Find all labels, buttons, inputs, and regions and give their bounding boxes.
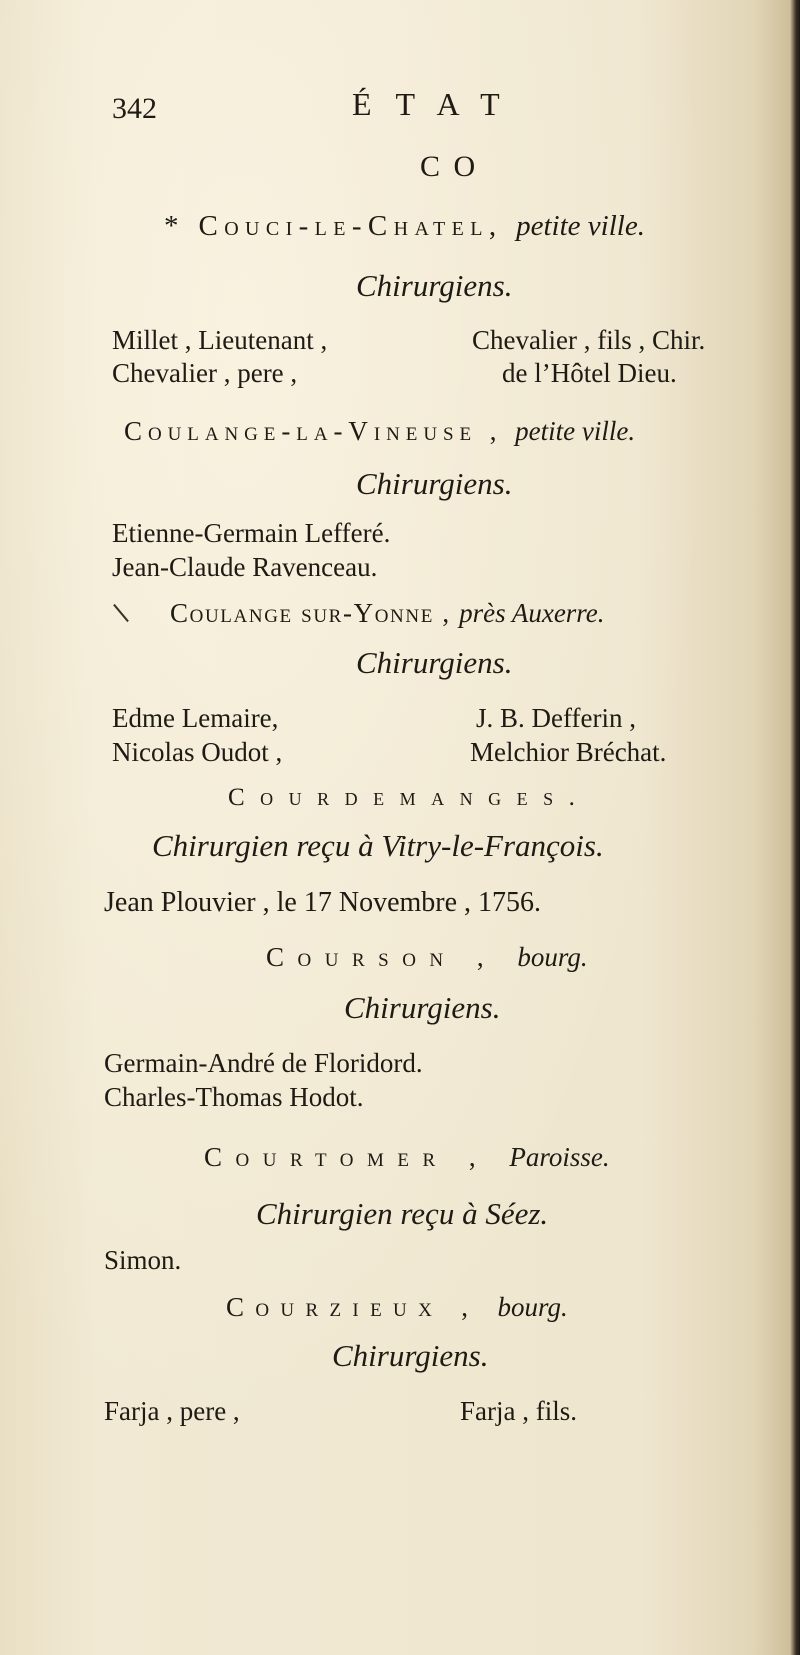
entry-heading-title: Courson ,	[266, 942, 518, 972]
entry-heading-title: Coulange-la-Vineuse ,	[124, 416, 516, 446]
page-number: 342	[112, 92, 157, 125]
section-letters: CO	[420, 150, 489, 183]
entry-heading-note: Paroisse.	[509, 1142, 610, 1172]
entry-heading	[226, 1292, 568, 1323]
margin-mark	[113, 604, 129, 622]
entry-heading	[164, 210, 645, 243]
entry-line-left: Edme Lemaire,	[112, 703, 279, 733]
entry-line-right: J. B. Defferin ,	[476, 703, 636, 733]
entry-heading	[170, 598, 605, 629]
entry-heading	[124, 416, 635, 447]
entry-line-left: Chevalier , pere ,	[112, 358, 298, 388]
entry-line-left: Millet , Lieutenant ,	[112, 325, 328, 355]
entry-line-left: Nicolas Oudot ,	[112, 737, 283, 767]
entry-subheading: Chirurgiens.	[332, 1338, 489, 1373]
entry-subheading: Chirurgiens.	[356, 466, 513, 501]
entry-line-left: Charles-Thomas Hodot.	[104, 1082, 364, 1112]
entry-line-left: Simon.	[104, 1245, 182, 1275]
entry-line-left: Etienne-Germain Lefferé.	[112, 518, 391, 548]
entry-subheading: Chirurgiens.	[344, 990, 501, 1025]
entry-subheading: Chirurgiens.	[356, 645, 513, 680]
entry-heading: Courdemanges.	[228, 784, 591, 811]
entry-heading-title: Courzieux ,	[226, 1292, 498, 1322]
entry-line-left: Jean-Claude Ravenceau.	[112, 552, 378, 582]
entry-heading-note: petite ville.	[515, 416, 636, 446]
entry-line-right: Chevalier , fils , Chir.	[472, 325, 706, 355]
entry-heading	[266, 942, 588, 973]
running-title: ÉTAT	[352, 86, 524, 122]
page-edge-shadow	[790, 0, 800, 1655]
entry-line-right: Melchior Bréchat.	[470, 737, 667, 767]
entry-heading-title: Coulange sur-Yonne ,	[170, 598, 460, 628]
entry-subheading: Chirurgiens.	[356, 268, 513, 303]
entry-heading-note: bourg.	[497, 1292, 568, 1322]
entry-heading-title: Courtomer ,	[204, 1142, 510, 1172]
entry-heading	[204, 1142, 610, 1173]
entry-line-left: Farja , pere ,	[104, 1396, 240, 1426]
entry-heading-note: près Auxerre.	[459, 598, 605, 628]
entry-line-right: Farja , fils.	[460, 1396, 577, 1426]
entry-line-left: Germain-André de Floridord.	[104, 1048, 423, 1078]
entry-heading-note: petite ville.	[516, 210, 645, 242]
entry-subheading: Chirurgien reçu à Séez.	[256, 1196, 549, 1231]
entry-subheading: Chirurgien reçu à Vitry-le-François.	[152, 828, 604, 863]
entry-heading-note: bourg.	[517, 942, 588, 972]
entry-line-right: de l’Hôtel Dieu.	[502, 358, 677, 388]
entry-heading-title: * Couci-le-Chatel,	[164, 210, 517, 242]
entry-line-left: Jean Plouvier , le 17 Novembre , 1756.	[104, 887, 542, 918]
